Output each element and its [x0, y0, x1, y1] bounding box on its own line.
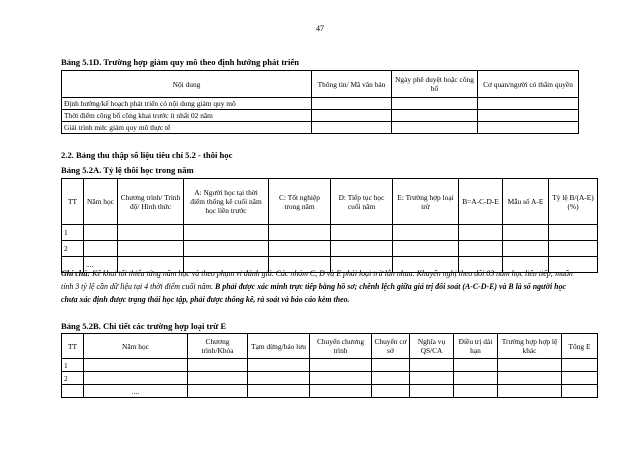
- header-cell: Chuyển chương trình: [310, 334, 372, 359]
- header-cell: Điều trị dài hạn: [454, 334, 498, 359]
- table-header-row: [62, 334, 598, 359]
- row-ellipsis: ....: [84, 257, 118, 273]
- table-5-2a: [61, 178, 598, 273]
- section-2-2-title: 2.2. Bảng thu thập số liệu tiêu chí 5.2 - thôi học: [61, 150, 233, 160]
- header-cell: Chương trình/Khóa: [188, 334, 248, 359]
- table-5-1d: [61, 70, 579, 134]
- note-emphasis: B phải được xác minh trực tiếp bằng hồ sơ; chênh lệch giữa giá trị đối soát (A-C-D-E) và B là số người học chưa xác định được trạng thái học tập, phải được thống kê, rà soát và báo cáo kèm theo.: [61, 282, 567, 304]
- header-cell: TT: [62, 179, 84, 225]
- table-row: [62, 122, 579, 134]
- row-number: 2: [62, 241, 84, 257]
- header-cell: Trường hợp hợp lệ khác: [498, 334, 562, 359]
- header-cell: E: Trường hợp loại trừ: [393, 179, 459, 225]
- header-cell: Tỷ lệ B/(A-E) (%): [549, 179, 598, 225]
- row-content: Giải trình mức giảm quy mô thực tế: [62, 122, 312, 134]
- header-cell: Nội dung: [62, 71, 312, 98]
- note-paragraph: [61, 267, 581, 306]
- table-row: [62, 98, 579, 110]
- header-cell: Chuyển cơ sở: [372, 334, 410, 359]
- header-cell: A: Người học tại thời điểm thống kê cuối năm học liền trước: [184, 179, 269, 225]
- header-cell: Nghĩa vụ QS/CA: [410, 334, 454, 359]
- note-text: Kê khai tối thiểu từng năm học và theo phạm vi đánh giá. Các nhóm C, D và E phải loại trừ lẫn nhau. Khuyến nghị theo dõi 03 năm học liên tiếp; muốn tính 3 tỷ lệ cần dữ liệu tại 4 thời điểm cuối năm.: [61, 269, 573, 291]
- header-cell: D: Tiếp tục học cuối năm: [331, 179, 393, 225]
- note-label: Ghi chú:: [61, 269, 91, 278]
- table-row: [62, 359, 598, 372]
- header-cell: C: Tốt nghiệp trong năm: [269, 179, 331, 225]
- table-5-2b: [61, 333, 598, 398]
- row-content: Định hướng/kế hoạch phát triển có nội dung giảm quy mô: [62, 98, 312, 110]
- header-cell: Ngày phê duyệt hoặc công bố: [392, 71, 478, 98]
- header-cell: Năm học: [84, 179, 118, 225]
- page-number: 47: [316, 24, 324, 33]
- table-5-2b-title: Bảng 5.2B. Chi tiết các trường hợp loại trừ E: [61, 321, 227, 331]
- header-cell: Chương trình/ Trình độ/ Hình thức: [118, 179, 184, 225]
- header-cell: Mẫu số A-E: [503, 179, 549, 225]
- table-5-1d-title: Bảng 5.1D. Trường hợp giảm quy mô theo định hướng phát triển: [61, 57, 299, 67]
- row-number: 1: [62, 225, 84, 241]
- row-number: 2: [62, 372, 84, 385]
- table-row: [62, 241, 598, 257]
- row-number: 1: [62, 359, 84, 372]
- row-content: Thời điểm công bố công khai trước ít nhất 02 năm: [62, 110, 312, 122]
- table-row: [62, 385, 598, 398]
- table-row: [62, 225, 598, 241]
- header-cell: Tạm dừng/bảo lưu: [248, 334, 310, 359]
- header-cell: Năm học: [84, 334, 188, 359]
- header-cell: Tổng E: [562, 334, 598, 359]
- header-cell: TT: [62, 334, 84, 359]
- table-row: [62, 110, 579, 122]
- table-5-2a-title: Bảng 5.2A. Tỷ lệ thôi học trong năm: [61, 165, 194, 175]
- header-cell: Thông tin/ Mã văn bản: [312, 71, 392, 98]
- table-header-row: [62, 179, 598, 225]
- header-cell: Cơ quan/người có thẩm quyền: [478, 71, 579, 98]
- table-row: [62, 372, 598, 385]
- row-ellipsis: ....: [84, 385, 188, 398]
- header-cell: B=A-C-D-E: [459, 179, 503, 225]
- table-header-row: [62, 71, 579, 98]
